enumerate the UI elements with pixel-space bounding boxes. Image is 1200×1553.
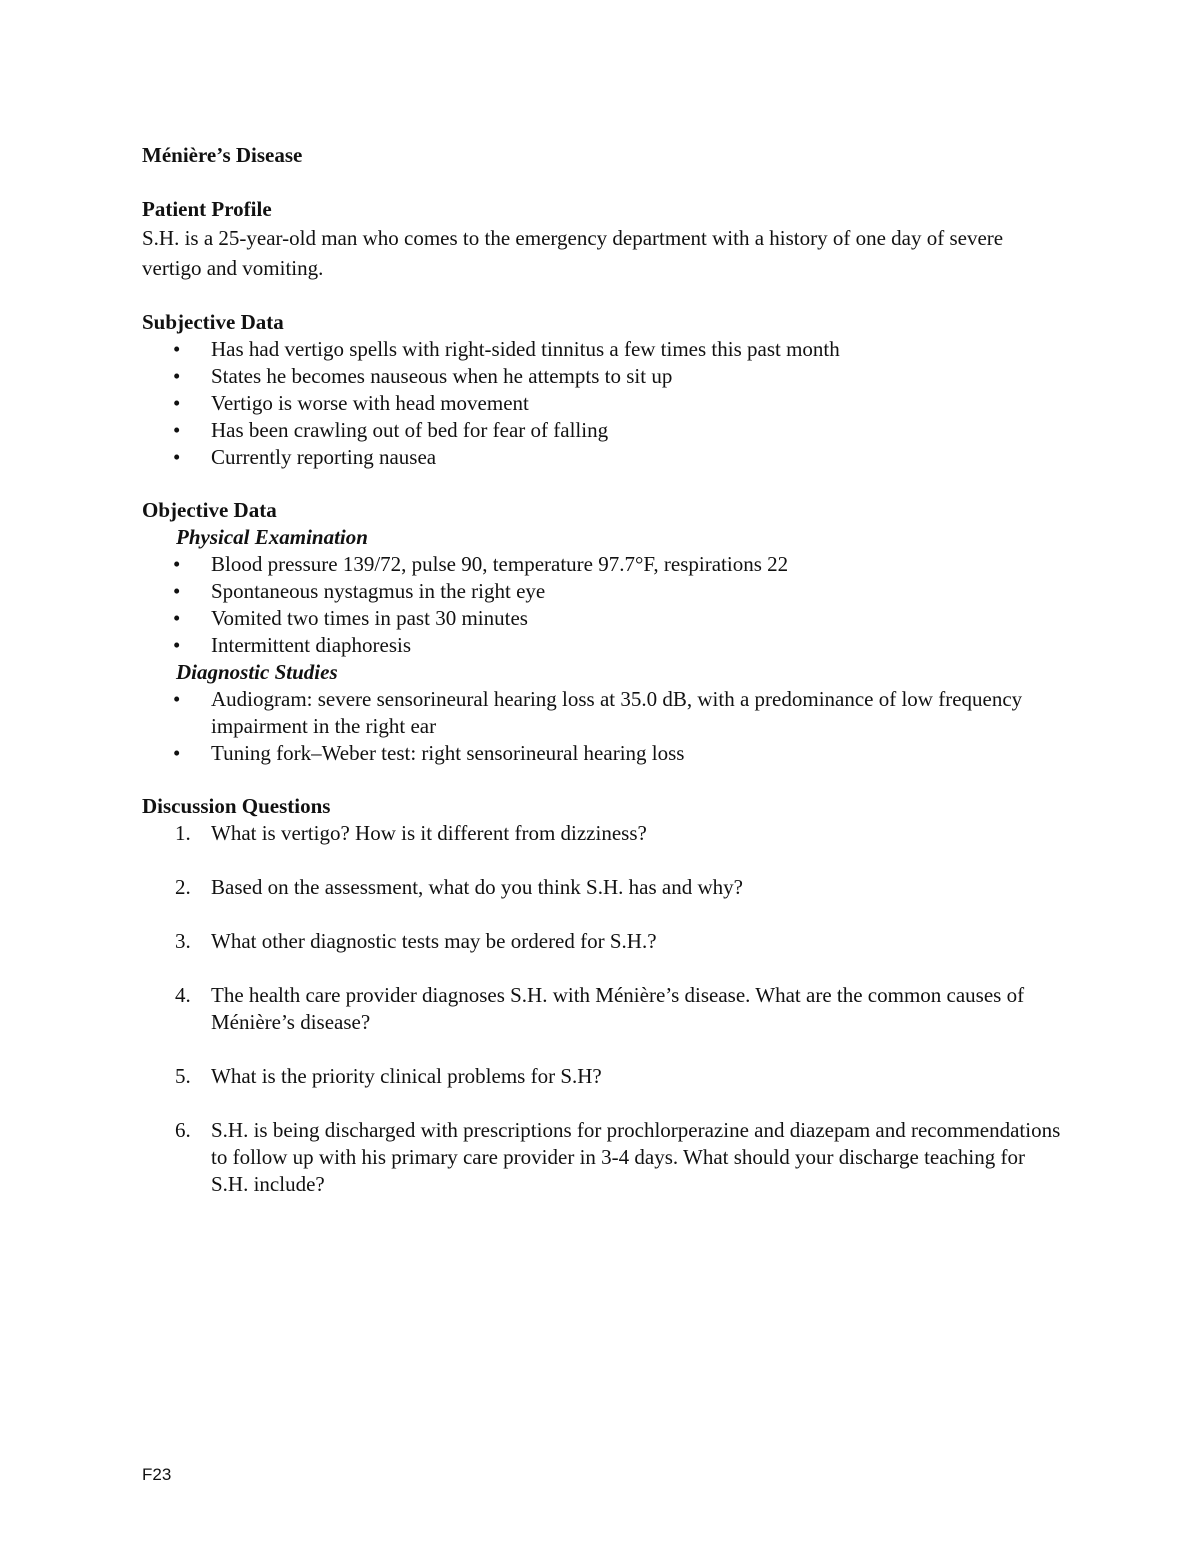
document-title: Ménière’s Disease (142, 143, 303, 167)
question-text: S.H. is being discharged with prescriptions for prochlorperazine and diazepam and recommendations to follow up with his primary care provider in 3-4 days. What should your discharge teaching for S.H. include? (211, 1118, 1061, 1196)
bullet-icon: • (173, 418, 181, 442)
physical-examination-list (142, 551, 1062, 659)
diagnostic-studies-heading: Diagnostic Studies (176, 660, 338, 684)
bullet-icon: • (173, 364, 181, 388)
question-number: 1. (175, 821, 191, 845)
bullet-icon: • (173, 337, 181, 361)
bullet-icon: • (173, 633, 181, 657)
question-number: 2. (175, 875, 191, 899)
question-text: What is the priority clinical problems for S.H? (211, 1064, 602, 1088)
question-item (142, 928, 1062, 955)
question-item (142, 982, 1062, 1036)
question-item (142, 1117, 1062, 1198)
bullet-icon: • (173, 391, 181, 415)
question-number: 4. (175, 983, 191, 1007)
list-item: • Intermittent diaphoresis (173, 633, 412, 657)
physical-examination-heading: Physical Examination (176, 525, 368, 549)
bullet-icon: • (173, 579, 181, 603)
list-item: • Spontaneous nystagmus in the right eye (173, 579, 546, 603)
list-item: • Currently reporting nausea (173, 445, 437, 469)
list-item: • Has been crawling out of bed for fear of falling (173, 418, 609, 442)
list-item: • Has had vertigo spells with right-sided tinnitus a few times this past month (173, 337, 840, 361)
question-number: 6. (175, 1118, 191, 1142)
patient-profile-heading: Patient Profile (142, 197, 272, 221)
subjective-data-list (142, 336, 1062, 471)
subjective-data-heading: Subjective Data (142, 310, 284, 334)
list-item: • Audiogram: severe sensorineural hearing loss at 35.0 dB, with a predominance of low frequency impairment in the right ear (173, 687, 1023, 738)
list-item: • States he becomes nauseous when he attempts to sit up (173, 364, 673, 388)
question-text: The health care provider diagnoses S.H. with Ménière’s disease. What are the common causes of Ménière’s disease? (211, 983, 1025, 1034)
page-footer-code: F23 (142, 1465, 172, 1484)
list-item: • Vertigo is worse with head movement (173, 391, 529, 415)
document-page (142, 142, 1062, 1225)
question-number: 5. (175, 1064, 191, 1088)
question-item (142, 1063, 1062, 1090)
question-text: What other diagnostic tests may be ordered for S.H.? (211, 929, 657, 953)
discussion-questions-heading: Discussion Questions (142, 794, 331, 818)
question-number: 3. (175, 929, 191, 953)
bullet-icon: • (173, 606, 181, 630)
bullet-icon: • (173, 687, 181, 711)
list-item: • Vomited two times in past 30 minutes (173, 606, 528, 630)
diagnostic-studies-list (142, 686, 1062, 767)
objective-data-heading: Objective Data (142, 498, 277, 522)
question-text: What is vertigo? How is it different from dizziness? (211, 821, 647, 845)
question-item (142, 820, 1062, 847)
list-item: • Blood pressure 139/72, pulse 90, temperature 97.7°F, respirations 22 (173, 552, 789, 576)
patient-profile-text: S.H. is a 25-year-old man who comes to the emergency department with a history of one day of severe vertigo and vomiting. (142, 226, 1004, 280)
list-item: • Tuning fork–Weber test: right sensorineural hearing loss (173, 741, 685, 765)
bullet-icon: • (173, 741, 181, 765)
bullet-icon: • (173, 445, 181, 469)
question-text: Based on the assessment, what do you think S.H. has and why? (211, 875, 743, 899)
question-item (142, 874, 1062, 901)
discussion-questions-list (142, 820, 1062, 1198)
bullet-icon: • (173, 552, 181, 576)
